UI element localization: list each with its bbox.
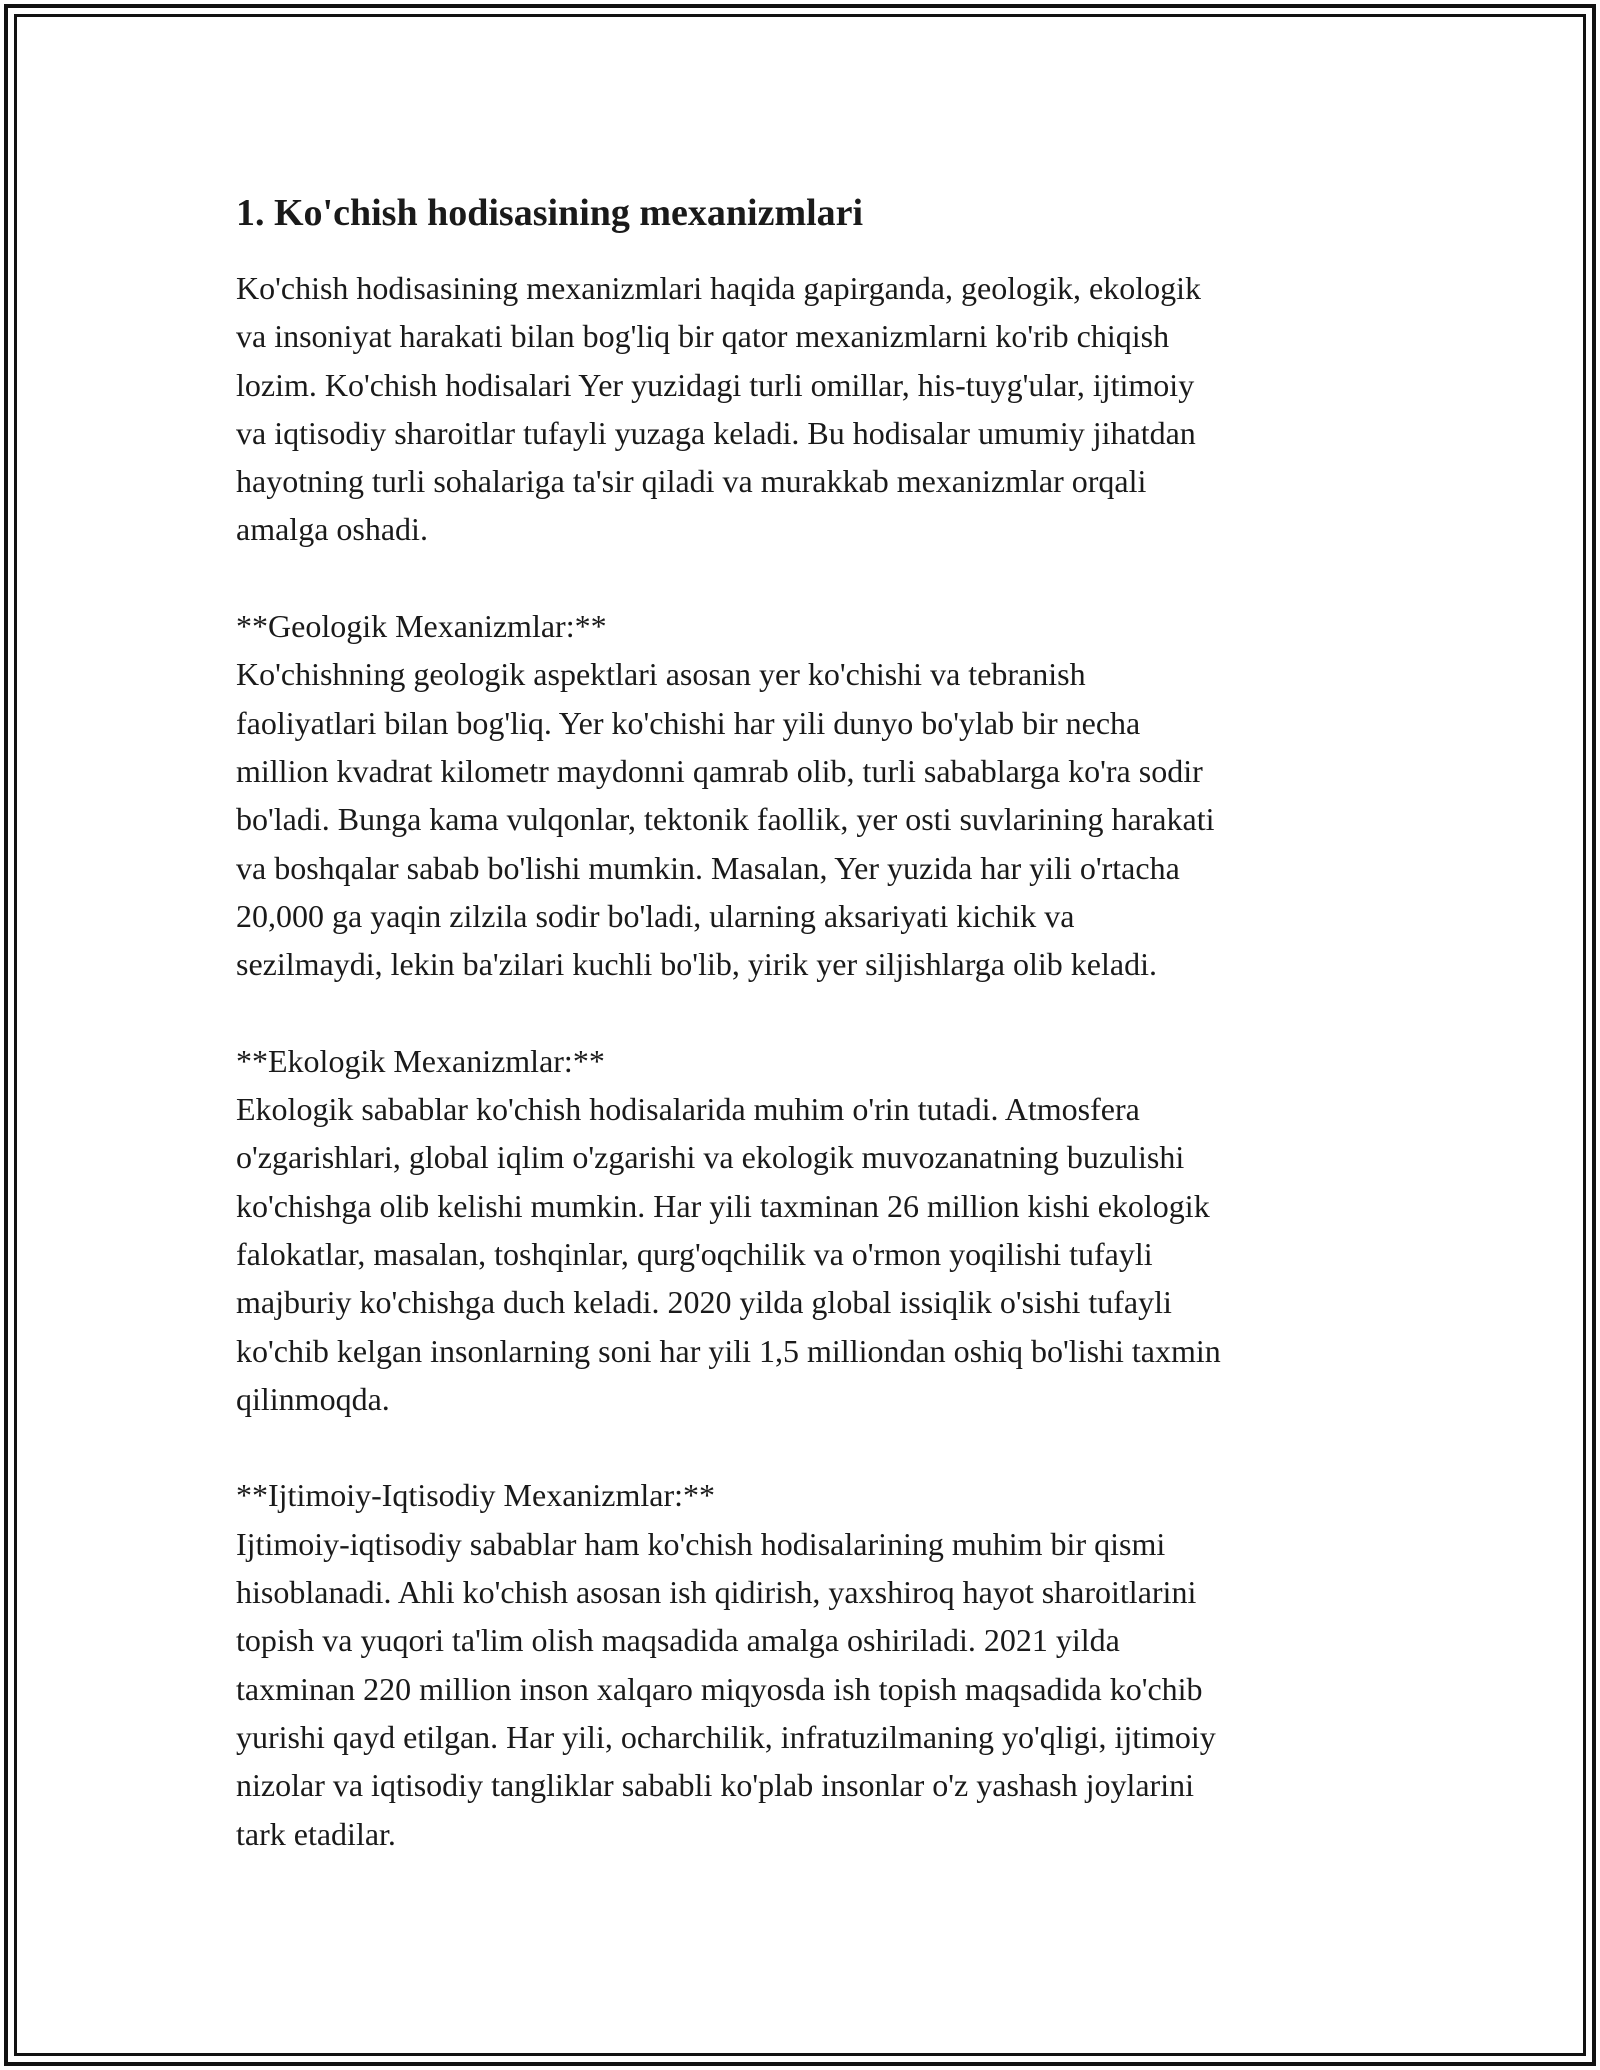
- ecologic-section-body: Ekologik sabablar ko'chish hodisalarida muhim o'rin tutadi. Atmosfera o'zgarishlari, global iqlim o'zgarishi va ekologik muvozanatning buzulishi ko'chishga olib kelishi mumkin. Har yili taxminan 26 million kishi ekologik falokatlar, masalan, toshqinlar, qurg'oqchilik va o'rmon yoqilishi tufayli majburiy ko'chishga duch keladi. 2020 yilda global issiqlik o'sishi tufayli ko'chib kelgan insonlarning soni har yili 1,5 milliondan oshiq bo'lishi taxmin qilinmoqda.: [236, 1091, 1221, 1417]
- document-body: [236, 188, 1386, 1858]
- geologic-section-body: Ko'chishning geologik aspektlari asosan yer ko'chishi va tebranish faoliyatlari bilan bog'liq. Yer ko'chishi har yili dunyo bo'ylab bir necha million kvadrat kilometr maydonni qamrab olib, turli sabablarga ko'ra sodir bo'ladi. Bunga kama vulqonlar, tektonik faollik, yer osti suvlarining harakati va boshqalar sabab bo'lishi mumkin. Masalan, Yer yuzida har yili o'rtacha 20,000 ga yaqin zilzila sodir bo'ladi, ularning aksariyati kichik va sezilmaydi, lekin ba'zilari kuchli bo'lib, yirik yer siljishlarga olib keladi.: [236, 656, 1215, 983]
- intro-paragraph: Ko'chish hodisasining mexanizmlari haqida gapirganda, geologik, ekologik va insoniyat harakati bilan bog'liq bir qator mexanizmlarni ko'rib chiqish lozim. Ko'chish hodisalari Yer yuzidagi turli omillar, his-tuyg'ular, ijtimoiy va iqtisodiy sharoitlar tufayli yuzaga keladi. Bu hodisalar umumiy jihatdan hayotning turli sohalariga ta'sir qiladi va murakkab mexanizmlar orqali amalga oshadi.: [236, 270, 1201, 548]
- ecologic-section-title: **Ekologik Mexanizmlar:**: [236, 1042, 605, 1079]
- socioeconomic-section-body: Ijtimoiy-iqtisodiy sabablar ham ko'chish hodisalarining muhim bir qismi hisoblanadi. Ahli ko'chish asosan ish qidirish, yaxshiroq hayot sharoitlarini topish va yuqori ta'lim olish maqsadida amalga oshiriladi. 2021 yilda taxminan 220 million inson xalqaro miqyosda ish topish maqsadida ko'chib yurishi qayd etilgan. Har yili, ocharchilik, infratuzilmaning yo'qligi, ijtimoiy nizolar va iqtisodiy tangliklar sababli ko'plab insonlar o'z yashash joylarini tark etadilar.: [236, 1525, 1216, 1852]
- section-heading: 1. Ko'chish hodisasining mexanizmlari: [236, 192, 864, 234]
- socioeconomic-section-title: **Ijtimoiy-Iqtisodiy Mexanizmlar:**: [236, 1477, 716, 1514]
- paragraph-gap: [236, 988, 1386, 1036]
- paragraph-gap: [236, 1423, 1386, 1471]
- geologic-section-title: **Geologik Mexanizmlar:**: [236, 608, 607, 645]
- paragraph-gap: [236, 554, 1386, 602]
